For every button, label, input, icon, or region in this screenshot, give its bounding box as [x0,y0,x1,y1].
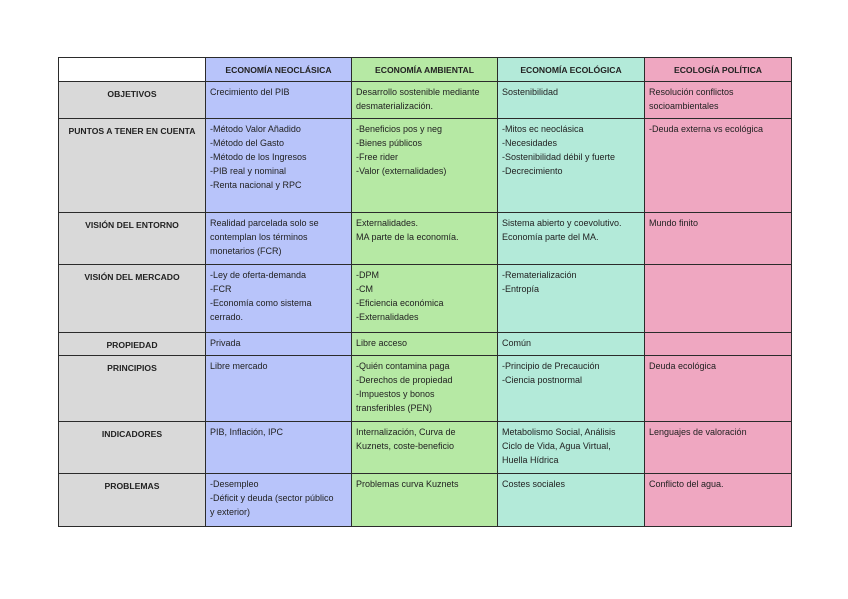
cell-politica [645,333,792,356]
cell-line: Privada [210,338,241,348]
cell-line: Costes sociales [502,479,566,489]
cell-line: -Ciencia postnormal [502,375,583,385]
cell-line: -FCR [210,284,232,294]
cell-line: -Método Valor Añadido [210,124,301,134]
header-economia-ambiental: ECONOMÍA AMBIENTAL [352,58,498,82]
cell-line: y exterior) [210,507,251,517]
cell-line: Economía parte del MA. [502,232,599,242]
cell-line: Realidad parcelada solo se [210,218,319,228]
cell-line: -Impuestos y bonos [356,389,435,399]
cell-line: Deuda ecológica [649,361,717,371]
cell-line: -Principio de Precaución [502,361,600,371]
cell-line: transferibles (PEN) [356,403,433,413]
cell-line: -Economía como sistema [210,298,312,308]
cell-line: Común [502,338,532,348]
cell-line: socioambientales [649,101,719,111]
table-row [59,213,792,265]
table-row [59,119,792,213]
cell-ecologica [498,333,645,356]
cell-line: -Desempleo [210,479,259,489]
cell-neoclasica [206,474,352,527]
cell-line: -PIB real y nominal [210,166,287,176]
cell-politica [645,422,792,474]
table-row [59,356,792,422]
cell-politica [645,213,792,265]
cell-line: -Eficiencia económica [356,298,444,308]
cell-line: -Mitos ec neoclásica [502,124,584,134]
cell-politica [645,119,792,213]
cell-line: -Renta nacional y RPC [210,180,302,190]
cell-line: -Deuda externa vs ecológica [649,124,764,134]
cell-line: -Ley de oferta-demanda [210,270,307,280]
row-label: PRINCIPIOS [59,356,206,422]
cell-line: -CM [356,284,373,294]
cell-line: MA parte de la economía. [356,232,459,242]
cell-line: -Bienes públicos [356,138,423,148]
cell-line: Lenguajes de valoración [649,427,747,437]
cell-ecologica [498,82,645,119]
cell-line: -Método del Gasto [210,138,285,148]
table-row [59,82,792,119]
header-economia-ecologica: ECONOMÍA ECOLÓGICA [498,58,645,82]
cell-line: -Necesidades [502,138,558,148]
comparison-table [58,57,792,527]
cell-ambiental [352,356,498,422]
cell-line: Internalización, Curva de [356,427,456,437]
cell-line: -Sostenibilidad débil y fuerte [502,152,616,162]
cell-line: -Rematerialización [502,270,577,280]
header-corner-cell [59,58,206,82]
row-label: PROBLEMAS [59,474,206,527]
cell-line: desmaterialización. [356,101,434,111]
cell-line: -Decrecimiento [502,166,563,176]
cell-ambiental [352,333,498,356]
cell-line: -Free rider [356,152,399,162]
cell-line: -Déficit y deuda (sector público [210,493,334,503]
cell-line: Externalidades. [356,218,419,228]
cell-politica [645,82,792,119]
cell-line: Crecimiento del PIB [210,87,290,97]
cell-line: Libre acceso [356,338,408,348]
cell-neoclasica [206,422,352,474]
cell-line: Problemas curva Kuznets [356,479,459,489]
cell-ecologica [498,265,645,333]
cell-line: -Externalidades [356,312,419,322]
cell-line: Sostenibilidad [502,87,559,97]
cell-line: -Entropía [502,284,540,294]
cell-politica [645,356,792,422]
header-ecologia-politica: ECOLOGÍA POLÍTICA [645,58,792,82]
cell-line: -Derechos de propiedad [356,375,453,385]
cell-neoclasica [206,333,352,356]
cell-line: Kuznets, coste-beneficio [356,441,455,451]
cell-ambiental [352,213,498,265]
cell-ecologica [498,474,645,527]
table-row [59,333,792,356]
cell-politica [645,265,792,333]
cell-ambiental [352,474,498,527]
row-label: INDICADORES [59,422,206,474]
row-label: VISIÓN DEL MERCADO [59,265,206,333]
cell-politica [645,474,792,527]
table-header-row [59,58,792,82]
cell-line: cerrado. [210,312,244,322]
row-label: OBJETIVOS [59,82,206,119]
cell-neoclasica [206,82,352,119]
cell-line: -Quién contamina paga [356,361,450,371]
cell-neoclasica [206,213,352,265]
table-row [59,474,792,527]
cell-line: Desarrollo sostenible mediante [356,87,480,97]
cell-neoclasica [206,265,352,333]
cell-line: Huella Hídrica [502,455,559,465]
cell-line: Conflicto del agua. [649,479,724,489]
cell-line: Mundo finito [649,218,699,228]
cell-ecologica [498,213,645,265]
cell-line: -Valor (externalidades) [356,166,447,176]
row-label: PUNTOS A TENER EN CUENTA [59,119,206,213]
row-label: VISIÓN DEL ENTORNO [59,213,206,265]
cell-line: Sistema abierto y coevolutivo. [502,218,622,228]
row-label: PROPIEDAD [59,333,206,356]
table-row [59,422,792,474]
cell-ambiental [352,422,498,474]
cell-line: -Beneficios pos y neg [356,124,443,134]
cell-ambiental [352,265,498,333]
cell-line: PIB, Inflación, IPC [210,427,284,437]
cell-line: -Método de los Ingresos [210,152,307,162]
header-economia-neoclasica: ECONOMÍA NEOCLÁSICA [206,58,352,82]
table-row [59,265,792,333]
cell-line: Metabolismo Social, Análisis [502,427,616,437]
cell-ambiental [352,82,498,119]
cell-line: Libre mercado [210,361,268,371]
cell-ecologica [498,119,645,213]
cell-line: Resolución conflictos [649,87,734,97]
cell-line: Ciclo de Vida, Agua Virtual, [502,441,611,451]
cell-ecologica [498,422,645,474]
cell-neoclasica [206,119,352,213]
cell-ambiental [352,119,498,213]
cell-ecologica [498,356,645,422]
cell-line: -DPM [356,270,379,280]
cell-line: monetarios (FCR) [210,246,282,256]
cell-line: contemplan los términos [210,232,308,242]
cell-neoclasica [206,356,352,422]
